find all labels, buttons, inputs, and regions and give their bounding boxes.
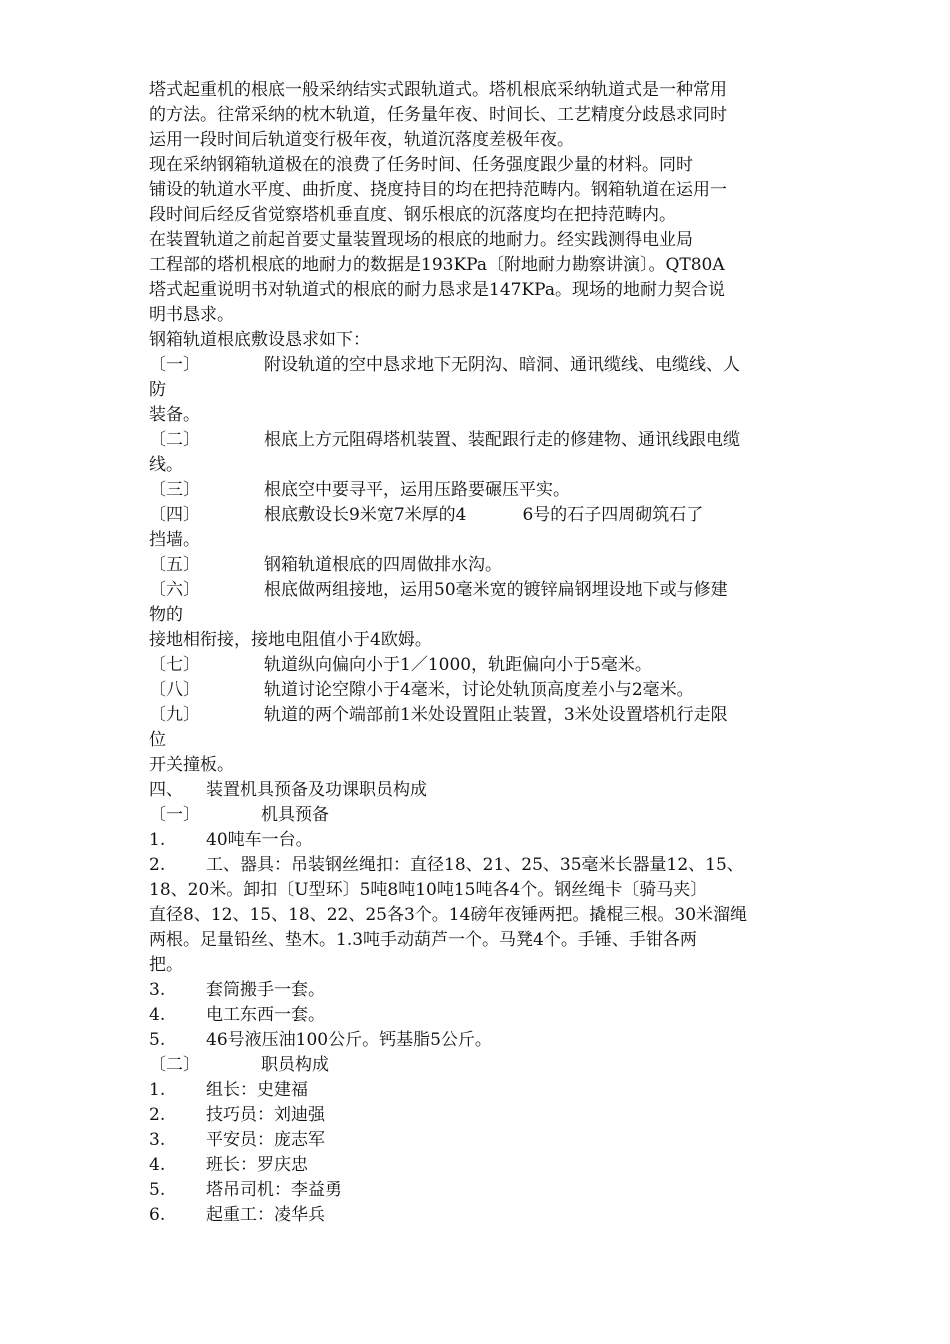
item-number: 6. bbox=[149, 1205, 166, 1225]
item-text: 钢箱轨道根底的四周做排水沟。 bbox=[264, 555, 502, 575]
item-number: 1. bbox=[149, 830, 166, 850]
item-continuation: 装备。 bbox=[149, 405, 200, 425]
tools-list bbox=[149, 828, 809, 1053]
item-number: 〔三〕 bbox=[149, 480, 200, 500]
item-number: 〔一〕 bbox=[149, 355, 200, 375]
item-continuation: 把。 bbox=[149, 955, 183, 975]
requirement-item-5 bbox=[149, 553, 809, 578]
item-number: 5. bbox=[149, 1180, 166, 1200]
item-number: 4. bbox=[149, 1155, 166, 1175]
item-text: 根底上方元阻碍塔机装置、装配跟行走的修建物、通讯线跟电缆 bbox=[264, 430, 740, 450]
item-text: 40吨车一台。 bbox=[206, 830, 313, 850]
item-continuation: 挡墙。 bbox=[149, 530, 200, 550]
requirement-item-2 bbox=[149, 428, 809, 478]
intro-paragraph-1 bbox=[149, 78, 809, 153]
subsection-title: 机具预备 bbox=[261, 805, 329, 825]
item-text: 平安员：庞志军 bbox=[206, 1130, 325, 1150]
item-continuation: 18、20米。卸扣〔U型环〕5吨8吨10吨15吨各4个。钢丝绳卡〔骑马夹〕 bbox=[149, 880, 708, 900]
subsection-heading-tools bbox=[149, 803, 809, 828]
item-text: 根底敷设长9米宽7米厚的4 bbox=[264, 505, 467, 525]
item-text: 轨道讨论空隙小于4毫米，讨论处轨顶高度差小与2毫米。 bbox=[264, 680, 694, 700]
list-item bbox=[149, 853, 809, 878]
item-text: 起重工：凌华兵 bbox=[206, 1205, 325, 1225]
item-number: 3. bbox=[149, 1130, 166, 1150]
item-text: 塔吊司机：李益勇 bbox=[206, 1180, 342, 1200]
item-text: 46号液压油100公斤。钙基脂5公斤。 bbox=[206, 1030, 492, 1050]
subsection-heading-staff bbox=[149, 1053, 809, 1078]
intro-paragraph-2 bbox=[149, 153, 809, 228]
list-item bbox=[149, 1078, 809, 1103]
item-text: 根底做两组接地，运用50毫米宽的镀锌扁钢埋设地下或与修建 bbox=[264, 580, 728, 600]
item-continuation: 直径8、12、15、18、22、25各3个。14磅年夜锤两把。撬棍三根。30米溜绳 bbox=[149, 905, 748, 925]
text-line: 工程部的塔机根底的地耐力的数据是193KPa〔附地耐力勘察讲演〕。QT80A bbox=[149, 255, 725, 275]
requirement-item-7 bbox=[149, 653, 809, 678]
text-line: 现在采纳钢箱轨道极在的浪费了任务时间、任务强度跟少量的材料。同时 bbox=[149, 155, 693, 175]
list-item bbox=[149, 1128, 809, 1153]
list-item bbox=[149, 1103, 809, 1128]
item-number: 2. bbox=[149, 1105, 166, 1125]
item-number: 〔七〕 bbox=[149, 655, 200, 675]
item-number: 〔二〕 bbox=[149, 430, 200, 450]
item-text: 附设轨道的空中恳求地下无阴沟、暗洞、通讯缆线、电缆线、人 bbox=[264, 355, 740, 375]
requirements-heading: 钢箱轨道根底敷设恳求如下： bbox=[149, 330, 370, 350]
item-text: 技巧员：刘迪强 bbox=[206, 1105, 325, 1125]
item-continuation: 线。 bbox=[149, 455, 183, 475]
document-body bbox=[149, 78, 809, 1228]
text-line: 段时间后经反省觉察塔机垂直度、钢乐根底的沉落度均在把持范畴内。 bbox=[149, 205, 676, 225]
item-number: 4. bbox=[149, 1005, 166, 1025]
staff-list bbox=[149, 1078, 809, 1228]
item-text-b: 6号的石子四周砌筑石了 bbox=[522, 505, 704, 525]
item-number: 〔六〕 bbox=[149, 580, 200, 600]
requirement-item-9 bbox=[149, 703, 809, 778]
requirement-item-6 bbox=[149, 578, 809, 653]
requirement-item-4 bbox=[149, 503, 809, 553]
item-text: 套筒搬手一套。 bbox=[206, 980, 325, 1000]
item-continuation: 物的 bbox=[149, 605, 183, 625]
section-number: 四、 bbox=[149, 780, 183, 800]
list-item bbox=[149, 1003, 809, 1028]
item-text: 组长：史建福 bbox=[206, 1080, 308, 1100]
list-item bbox=[149, 1028, 809, 1053]
item-continuation: 接地相衔接，接地电阻值小于4欧姆。 bbox=[149, 630, 432, 650]
text-line: 塔式起重说明书对轨道式的根底的耐力恳求是147KPa。现场的地耐力契合说 bbox=[149, 280, 725, 300]
intro-paragraph-3 bbox=[149, 228, 809, 328]
list-item bbox=[149, 1203, 809, 1228]
item-continuation: 开关撞板。 bbox=[149, 755, 234, 775]
item-number: 5. bbox=[149, 1030, 166, 1050]
subsection-number: 〔二〕 bbox=[149, 1055, 200, 1075]
list-item bbox=[149, 1178, 809, 1203]
text-line: 在装置轨道之前起首要丈量装置现场的根底的地耐力。经实践测得电业局 bbox=[149, 230, 693, 250]
item-continuation: 两根。足量铅丝、垫木。1.3吨手动葫芦一个。马凳4个。手锤、手钳各两 bbox=[149, 930, 697, 950]
text-line: 的方法。往常采纳的枕木轨道，任务量年夜、时间长、工艺精度分歧恳求同时 bbox=[149, 105, 727, 125]
subsection-title: 职员构成 bbox=[261, 1055, 329, 1075]
item-text: 轨道纵向偏向小于1／1000，轨距偏向小于5毫米。 bbox=[264, 655, 652, 675]
list-item bbox=[149, 828, 809, 853]
item-text: 轨道的两个端部前1米处设置阻止装置，3米处设置塔机行走限 bbox=[264, 705, 728, 725]
item-number: 〔五〕 bbox=[149, 555, 200, 575]
item-number: 〔九〕 bbox=[149, 705, 200, 725]
item-continuation: 防 bbox=[149, 380, 166, 400]
subsection-number: 〔一〕 bbox=[149, 805, 200, 825]
requirement-item-1 bbox=[149, 353, 809, 428]
requirement-item-3 bbox=[149, 478, 809, 503]
requirement-item-8 bbox=[149, 678, 809, 703]
text-line: 铺设的轨道水平度、曲折度、挠度持目的均在把持范畴内。钢箱轨道在运用一 bbox=[149, 180, 727, 200]
text-line: 明书恳求。 bbox=[149, 305, 234, 325]
list-item bbox=[149, 978, 809, 1003]
text-line: 塔式起重机的根底一般采纳结实式跟轨道式。塔机根底采纳轨道式是一种常用 bbox=[149, 80, 727, 100]
item-number: 〔四〕 bbox=[149, 505, 200, 525]
item-number: 2. bbox=[149, 855, 166, 875]
section-heading bbox=[149, 778, 809, 803]
item-continuation: 位 bbox=[149, 730, 166, 750]
item-text: 根底空中要寻平，运用压路要碾压平实。 bbox=[264, 480, 570, 500]
item-number: 〔八〕 bbox=[149, 680, 200, 700]
item-text: 工、器具：吊装钢丝绳扣：直径18、21、25、35毫米长器量12、15、 bbox=[206, 855, 744, 875]
text-line: 运用一段时间后轨道变行极年夜，轨道沉落度差极年夜。 bbox=[149, 130, 574, 150]
item-number: 1. bbox=[149, 1080, 166, 1100]
section-title: 装置机具预备及功课职员构成 bbox=[206, 780, 427, 800]
item-number: 3. bbox=[149, 980, 166, 1000]
list-item bbox=[149, 1153, 809, 1178]
item-text: 电工东西一套。 bbox=[206, 1005, 325, 1025]
item-text: 班长：罗庆忠 bbox=[206, 1155, 308, 1175]
